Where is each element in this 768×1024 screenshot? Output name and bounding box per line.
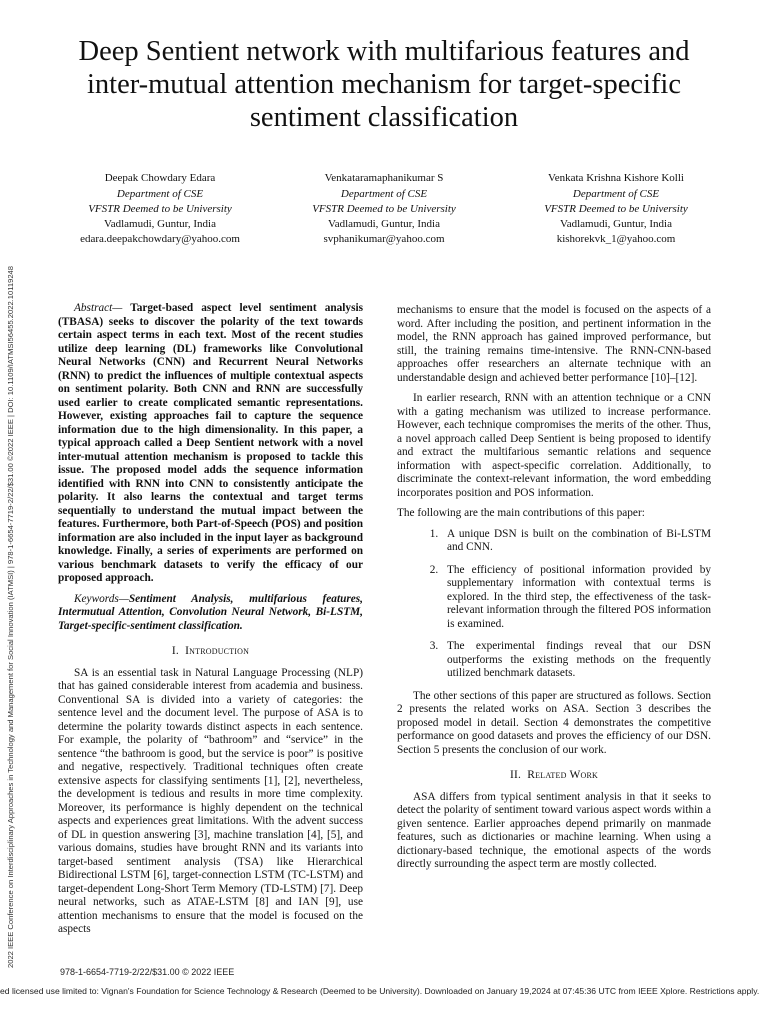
abstract-text: Target-based aspect level sentiment analysis (TBASA) seeks to discover the polarity of the text towards certain aspect terms in each text. Most of the recent studies utilize deep learning (DL) frameworks like Convolutional Neural Networks (CNN) and Recurrent Neural Networks (RNN) to predict the influences of multiple contextual aspects on sentiment polarity. Both CNN and RNN are successfully used earlier to create complicated semantic representations. However, existing approaches fail to capture the sequence information due to the high dimensionality. In this paper, a typical approach called a Deep Sentient network with a novel inter-mutual attention mechanism is proposed to tackle this issue. The proposed model adds the sequence information identified with RNN into CNN to consistently anticipate the polarity. It also learns the contextual and target terms sequentially to understand the mutual impact between the features. Furthermore, both Part-of-Speech (POS) and position information are also included in the input layer as background knowledge. Finally, a series of experiments are performed on various benchmark datasets to verify the efficacy of our proposed approach. [58,302,363,584]
section-heading-related-work [397,769,711,783]
author-name: Deepak Chowdary Edara [104,172,216,184]
author-1 [40,171,280,247]
section-title: Introduction [185,645,250,657]
doi-sidebar-text: 2022 IEEE Conference on Interdisciplinary Approaches in Technology and Management for Social Innovation (IATMSI) | 978-1-6654-7719-2/22/$31.00 ©2022 IEEE | DOI: 10.1109/IATMSI56455.2022.10119248 [6,266,15,968]
related-work-paragraph-1: ASA differs from typical sentiment analysis in that it seeks to detect the polarity of sentiment toward various aspect words within a given sentence. Earlier approaches depend primarily on manmade features, such as dictionaries or machine learning. When using a dictionary-based technique, the emotional aspects of the words directly surrounding the aspect term are mostly collected. [397,790,711,870]
author-org: VFSTR Deemed to be University [88,203,232,215]
author-email: svphanikumar@yahoo.com [323,233,445,245]
author-dept: Department of CSE [116,188,204,200]
author-name: Venkataramaphanikumar S [324,172,444,184]
intro-paragraph-1: SA is an essential task in Natural Language Processing (NLP) that has gained considerable interest from academia and business. Conventional SA is divided into a variety of categories: the sentence level and the document level. The purpose of ASA is to determine the polarity towards distinct aspects in each sentence. For example, the polarity of “bathroom” and “service” in the sentence “the bathroom is good, but the service is poor” is positive and negative, respectively. Traditional techniques often create extensive aspects for classifying sentiments [1], [2], nevertheless, the development is tedious and results in more time complexity. Moreover, its performance is highly dependent on the technical aspects and experiences great limitations. With the advent success of DL in question answering [3], machine translation [4], [5], and various domains, studies have brought RNN and its variants into target-based sentiment analysis (TSA) like Hierarchical Bidirectional LSTM [6], target-connection LSTM (TC-LSTM) and target-dependent Long-Short Term Memory (TD-LSTM) [7]. Deep neural networks, such as ATAE-LSTM [8] and IAN [9], use attention mechanisms to ensure that the model is focused on the aspects [58,666,363,935]
author-2 [264,171,504,247]
intro-paragraph-1-continued: mechanisms to ensure that the model is focused on the aspects of a word. After including the position, and pertinent information in the model, the RNN approach has gained improved performance, but still, the training remains time-intensive. The RNN-CNN-based approaches offer researchers an alternate technique with an understandable design and achieved better performance [10]–[12]. [397,304,711,384]
author-email: edara.deepakchowdary@yahoo.com [80,233,240,245]
license-footer: ed licensed use limited to: Vignan's Foundation for Science Technology & Research (Deemed to be University). Downloaded on January 19,2024 at 07:45:36 UTC from IEEE Xplore. Restrictions apply. [0,986,760,996]
author-email: kishorekvk_1@yahoo.com [556,233,676,245]
author-org: VFSTR Deemed to be University [312,203,456,215]
contribution-item: 1. A unique DSN is built on the combination of Bi-LSTM and CNN. [441,528,711,555]
author-dept: Department of CSE [572,188,660,200]
keywords-text: Sentiment Analysis, multifarious features, Intermutual Attention, Convolution Neural Network, Bi-LSTM, Target-specific-sentiment classification. [58,592,363,632]
author-org: VFSTR Deemed to be University [544,203,688,215]
left-column [58,302,363,944]
author-name: Venkata Krishna Kishore Kolli [548,172,684,184]
contribution-item: 3. The experimental findings reveal that our DSN outperforms the existing methods on the frequently utilized benchmark datasets. [441,640,711,681]
author-city: Vadlamudi, Guntur, India [104,218,216,230]
intro-paragraph-2: In earlier research, RNN with an attention technique or a CNN with a gating mechanism was utilized to increase performance. However, each technique compromises the merits of the other. Thus, a novel approach called Deep Sentient is being proposed to identify and extract the multifarious semantic relations and sequence information with aspect-specific correlation. Additionally, to discriminate the context-relevant information, the word embedding incorporates position and POS information. [397,392,711,499]
section-title: Related Work [527,769,598,781]
copyright-line: 978-1-6654-7719-2/22/$31.00 © 2022 IEEE [60,967,235,977]
author-city: Vadlamudi, Guntur, India [328,218,440,230]
contributions-list [397,528,711,681]
keywords-lead: Keywords— [74,592,129,605]
keywords [58,593,363,634]
section-number: I. [171,645,179,657]
contribution-item: 2. The efficiency of positional information provided by supplementary information with contextual terms is explored. In the third step, the effectiveness of the task-relevant information through the filtered POS information is examined. [441,564,711,632]
section-number: II. [510,769,522,781]
author-3 [496,171,736,247]
intro-paragraph-3: The other sections of this paper are structured as follows. Section 2 presents the related works on ASA. Section 3 describes the proposed model in detail. Section 4 demonstrates the competitive performance on good datasets and proves the efficiency of our DSN. Section 5 presents the conclusion of our work. [397,689,711,756]
section-heading-introduction [58,645,363,659]
contributions-intro: The following are the main contributions of this paper: [397,507,645,519]
paper-title: Deep Sentient network with multifarious features and inter-mutual attention mechanism for target-specific sentiment classification [78,36,690,133]
right-column [397,304,711,879]
author-block [40,171,740,251]
author-city: Vadlamudi, Guntur, India [560,218,672,230]
author-dept: Department of CSE [340,188,428,200]
doi-sidebar [5,128,19,968]
abstract [58,302,363,586]
abstract-lead: Abstract— [74,302,123,314]
